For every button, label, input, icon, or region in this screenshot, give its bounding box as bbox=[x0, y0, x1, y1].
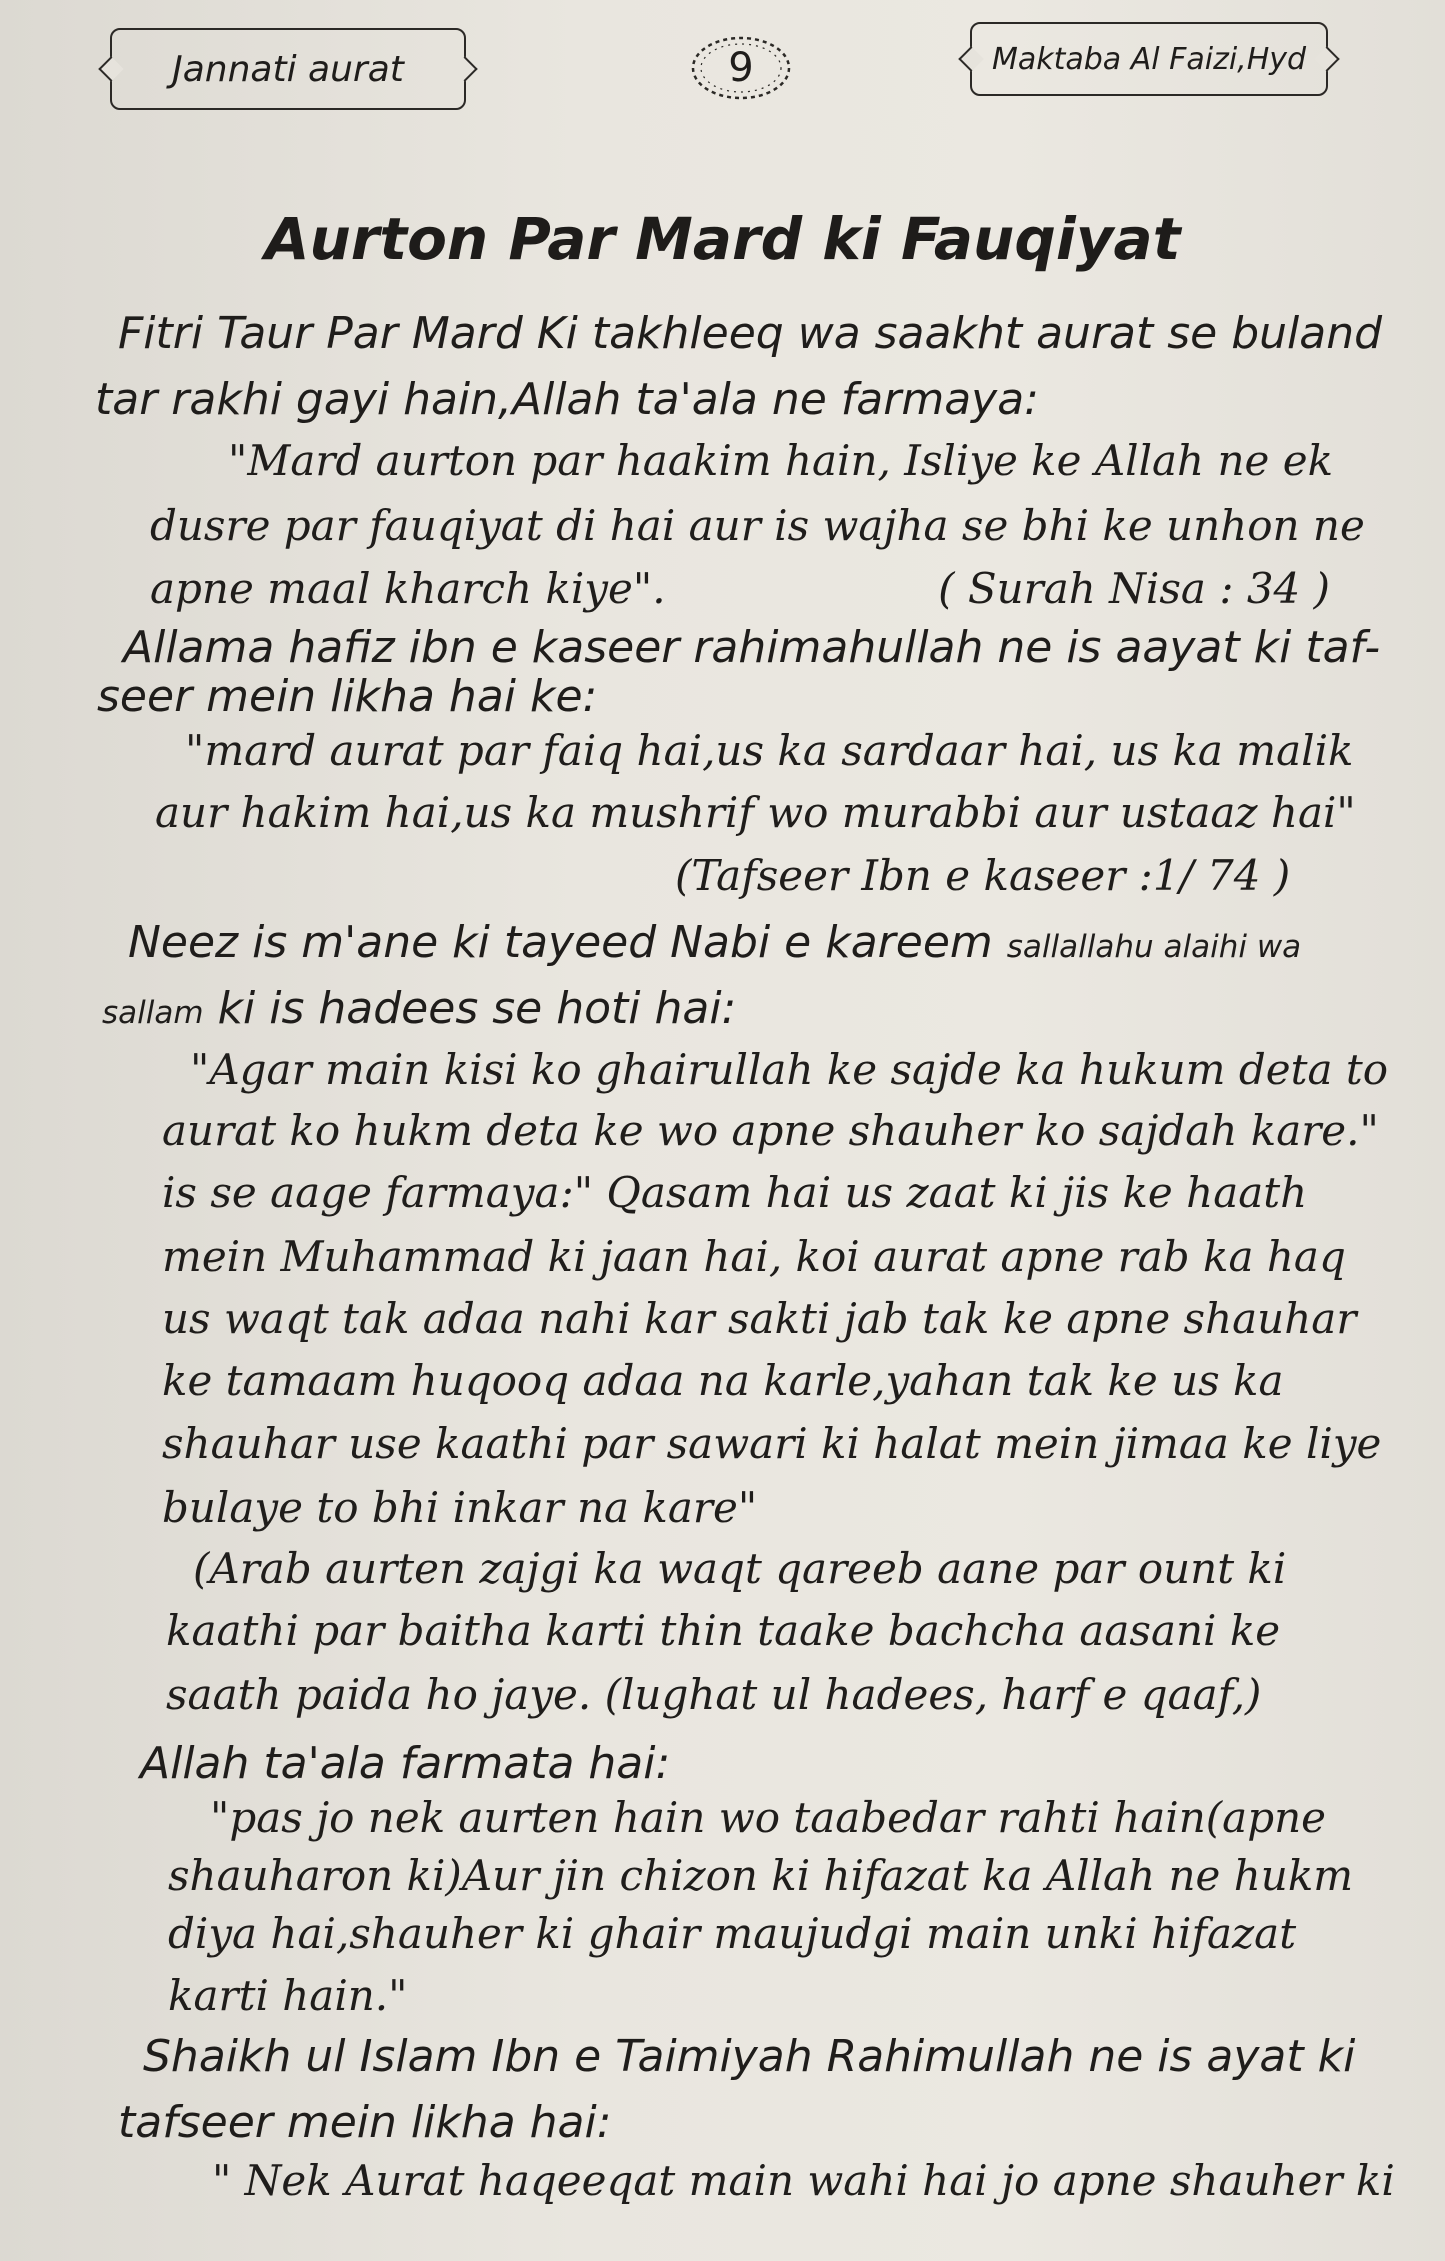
quote-line: us waqt tak adaa nahi kar sakti jab tak ke apne shauhar bbox=[162, 1294, 1357, 1343]
quote-line: aurat ko hukm deta ke wo apne shauher ko sajdah kare." bbox=[162, 1106, 1379, 1155]
page-number-badge bbox=[685, 30, 797, 106]
page-number: 9 bbox=[728, 45, 754, 91]
quote-line: (Arab aurten zajgi ka waqt qareeb aane par ount ki bbox=[193, 1544, 1287, 1593]
chapter-title: Aurton Par Mard ki Fauqiyat bbox=[264, 205, 1181, 273]
quote-line: saath paida ho jaye. (lughat ul hadees, harf e qaaf,) bbox=[166, 1670, 1262, 1719]
header-book-title-box bbox=[110, 28, 466, 110]
quote-reference: (Tafseer Ibn e kaseer :1/ 74 ) bbox=[675, 851, 1291, 900]
text-line: tar rakhi gayi hain,Allah ta'ala ne farmaya: bbox=[95, 374, 1039, 425]
chevron-right-icon bbox=[452, 56, 477, 81]
quote-line: karti hain." bbox=[168, 1971, 408, 2020]
chevron-left-icon bbox=[98, 56, 123, 81]
quote-line: kaathi par baitha karti thin taake bachcha aasani ke bbox=[166, 1606, 1281, 1655]
quote-line: "mard aurat par faiq hai,us ka sardaar hai, us ka malik bbox=[185, 726, 1354, 775]
quote-line: mein Muhammad ki jaan hai, koi aurat apne rab ka haq bbox=[162, 1232, 1346, 1281]
text-span: ki is hadees se hoti hai: bbox=[217, 983, 737, 1034]
quote-line: ke tamaam huqooq adaa na karle,yahan tak ke us ka bbox=[162, 1356, 1284, 1405]
quote-line: bulaye to bhi inkar na kare" bbox=[162, 1483, 758, 1532]
chevron-right-icon bbox=[1314, 46, 1339, 71]
text-line: Fitri Taur Par Mard Ki takhleeq wa saakht aurat se buland bbox=[118, 308, 1383, 359]
header-book-title: Jannati aurat bbox=[172, 48, 404, 90]
quote-line: is se aage farmaya:" Qasam hai us zaat ki jis ke haath bbox=[162, 1168, 1308, 1217]
quote-line: "Agar main kisi ko ghairullah ke sajde ka hukum deta to bbox=[190, 1045, 1389, 1094]
quote-line: shauhar use kaathi par sawari ki halat mein jimaa ke liye bbox=[162, 1419, 1382, 1468]
text-line bbox=[128, 917, 1302, 968]
quote-line: "pas jo nek aurten hain wo taabedar rahti hain(apne bbox=[210, 1793, 1326, 1842]
quote-line: "Mard aurton par haakim hain, Isliye ke Allah ne ek bbox=[228, 436, 1334, 485]
chevron-left-icon bbox=[958, 46, 983, 71]
quote-line: diya hai,shauher ki ghair maujudgi main unki hifazat bbox=[168, 1909, 1297, 1958]
salutation-text: sallallahu alaihi wa bbox=[1006, 929, 1302, 965]
text-line: Allama hafiz ibn e kaseer rahimahullah ne is aayat ki taf- bbox=[123, 622, 1381, 673]
quote-reference: ( Surah Nisa : 34 ) bbox=[938, 564, 1330, 613]
quote-line: dusre par fauqiyat di hai aur is wajha se bhi ke unhon ne bbox=[150, 501, 1365, 550]
header-publisher: Maktaba Al Faizi,Hyd bbox=[991, 41, 1307, 77]
text-line bbox=[102, 983, 737, 1034]
quote-line: shauharon ki)Aur jin chizon ki hifazat ka Allah ne hukm bbox=[168, 1851, 1354, 1900]
text-line: tafseer mein likha hai: bbox=[118, 2097, 612, 2148]
salutation-text: sallam bbox=[102, 995, 204, 1031]
header-publisher-box bbox=[970, 22, 1328, 96]
text-line: Shaikh ul Islam Ibn e Taimiyah Rahimullah ne is ayat ki bbox=[143, 2031, 1356, 2082]
text-span: Neez is m'ane ki tayeed Nabi e kareem bbox=[128, 917, 993, 968]
quote-text: apne maal kharch kiye". bbox=[150, 564, 666, 613]
quote-line: " Nek Aurat haqeeqat main wahi hai jo apne shauher ki bbox=[212, 2156, 1395, 2205]
quote-line: aur hakim hai,us ka mushrif wo murabbi aur ustaaz hai" bbox=[155, 788, 1356, 837]
text-line: Allah ta'ala farmata hai: bbox=[140, 1738, 671, 1789]
text-line: seer mein likha hai ke: bbox=[97, 671, 598, 722]
quote-line-with-reference bbox=[150, 564, 1330, 613]
